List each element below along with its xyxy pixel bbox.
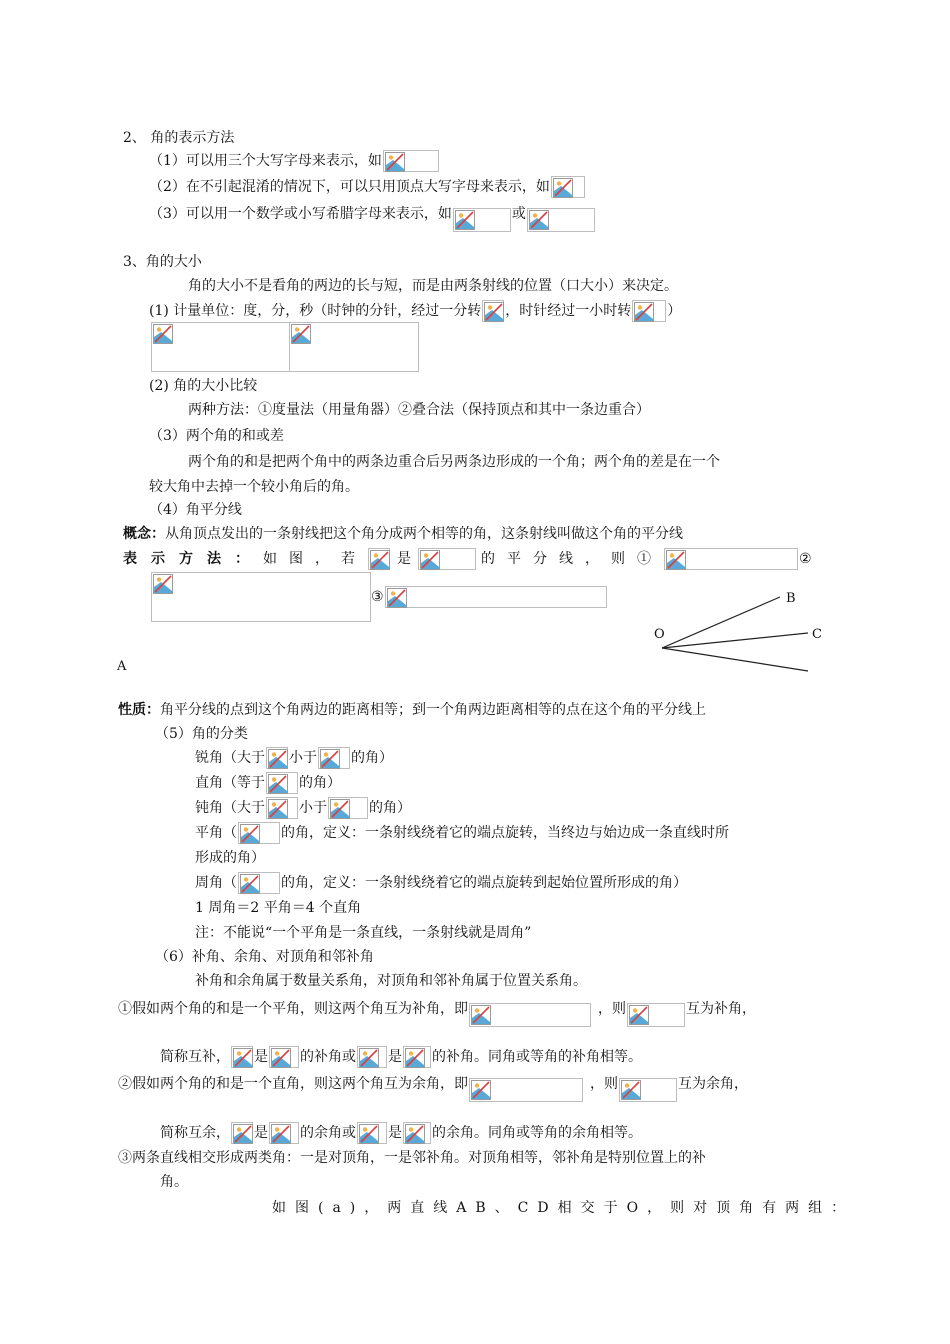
vertical-angle-line-2: 角。 [160,1174,188,1190]
formula-image-icon [318,747,350,769]
formula-image-icon [469,1003,591,1027]
acute-line [195,747,393,767]
method-text-d: ② [799,551,812,567]
formula-image-icon [403,1046,431,1068]
supp-h: 的补角。同角或等角的补角相等。 [432,1049,642,1065]
formula-image-icon [266,747,288,769]
s2-line-2 [149,176,586,196]
property-label: 性质： [118,702,160,718]
vertical-angle-line-3: 如图(a)，两直线AB、CD相交于O，则对顶角有两组： [272,1200,855,1216]
formula-image-icon [527,208,595,232]
obtuse-c: 的角） [369,800,411,816]
property-line [118,700,706,720]
s2-line-1-text: （1）可以用三个大写字母来表示，如 [149,153,382,169]
supp-a: ①假如两个角的和是一个平角，则这两个角互为补角，即 [118,1001,468,1017]
right-line [195,772,341,792]
comp-f: 的余角或 [300,1125,356,1141]
property-text: 角平分线的点到这个角两边的距离相等；到一个角两边距离相等的点在这个角的平分线上 [160,702,706,718]
formula-image-icon [383,150,439,172]
formula-image-icon [632,300,666,322]
angle-equation: 1 周角＝2 平角＝4 个直角 [195,900,362,916]
concept-line [123,524,683,544]
formula-image-icon [231,1046,253,1068]
label-o: O [654,627,665,642]
formula-image-icon [627,1003,685,1027]
s3-unit-line [149,300,681,320]
method-line-3 [371,586,608,606]
supp-b: ，则 [598,1001,626,1017]
s3-intro: 角的大小不是看角的两边的长与短，而是由两条射线的位置（口大小）来决定。 [188,278,678,294]
formula-image-icon [453,208,511,232]
comp-d: 简称互余， [160,1125,230,1141]
complement-line [118,1072,748,1092]
s3-sum-text-1: 两个角的和是把两个角中的两条边重合后另两条边形成的一个角；两个角的差是在一个 [188,454,720,470]
formula-image-icon [403,1122,431,1144]
round-a: 周角（ [195,875,237,891]
method-line [123,548,812,568]
s2-line-3 [149,202,596,222]
supp-g: 是 [388,1049,402,1065]
obtuse-a: 钝角（大于 [195,800,265,816]
angle-note: 注：不能说“一个平角是一条直线，一条射线就是周角” [195,925,532,941]
unit-text-a: (1) 计量单位：度，分，秒（时钟的分针，经过一分转 [149,303,482,319]
straight-a: 平角（ [195,825,237,841]
supplement-line-2 [160,1046,642,1066]
acute-c: 的角） [351,750,393,766]
method-text-b: 是 [397,551,411,567]
formula-image-icon [619,1078,677,1102]
s6-intro: 补角和余角属于数量关系角，对顶角和邻补角属于位置关系角。 [195,973,587,989]
formula-image-icon [469,1078,583,1102]
vertical-angle-line: ③两条直线相交形成两类角：一是对顶角，一是邻补角。对顶角相等，邻补角是特别位置上的补 [118,1150,706,1166]
unit-text-c: ） [667,303,682,319]
supplement-line [118,997,756,1017]
obtuse-b: 小于 [299,800,327,816]
section-2-title: 2、 角的表示方法 [123,130,235,146]
formula-image-icon [385,586,607,608]
acute-a: 锐角（大于 [195,750,265,766]
formula-image-icon [238,822,280,844]
comp-b: ，则 [590,1076,618,1092]
ray-oc [662,633,808,648]
section-6-title: （6）补角、余角、对顶角和邻补角 [155,949,374,965]
formula-image-icon [266,797,298,819]
section-5-title: （5）角的分类 [155,726,248,742]
unit-text-b: ，时针经过一小时转 [505,303,632,319]
straight-line [195,822,729,842]
round-b: 的角，定义：一条射线绕着它的端点旋转到起始位置所形成的角） [281,875,687,891]
label-c: C [812,627,822,642]
supp-c: 互为补角， [686,1001,756,1017]
supp-e: 是 [254,1049,268,1065]
s3-sum-title: （3）两个角的和或差 [149,428,284,444]
formula-image-icon [328,797,368,819]
complement-line-2 [160,1122,642,1142]
method-text-c: 的平分线，则① [481,551,663,567]
acute-b: 小于 [289,750,317,766]
supp-d: 简称互补， [160,1049,230,1065]
formula-image-icon [368,548,390,570]
formula-image-icon [551,176,585,198]
method-text-e: ③ [371,589,384,605]
formula-image-icon [357,1046,387,1068]
formula-image-icon [289,322,419,372]
s2-line-1 [149,150,440,170]
concept-text: 从角顶点发出的一条射线把这个角分成两个相等的角，这条射线叫做这个角的平分线 [165,526,683,542]
s3-bisector-title: （4）角平分线 [149,502,242,518]
comp-e: 是 [254,1125,268,1141]
method-label: 表示方法： [123,551,263,567]
formula-image-icon [151,322,291,372]
s3-compare-title: (2) 角的大小比较 [149,378,258,394]
section-3-title: 3、角的大小 [123,254,202,270]
formula-image-icon [151,572,371,622]
formula-image-icon [269,1122,299,1144]
right-a: 直角（等于 [195,775,265,791]
right-b: 的角） [299,775,341,791]
formula-image-icon [664,548,798,570]
ray-ob [662,597,780,648]
s3-compare-methods: 两种方法：①度量法（用量角器）②叠合法（保持顶点和其中一条边重合） [188,402,650,418]
label-a: A [117,659,127,674]
comp-c: 互为余角， [678,1076,748,1092]
formula-image-icon [231,1122,253,1144]
s3-sum-text-2: 较大角中去掉一个较小角后的角。 [149,479,359,495]
concept-label: 概念： [123,526,165,542]
supp-f: 的补角或 [300,1049,356,1065]
formula-image-icon [482,300,504,322]
formula-image-icon [357,1122,387,1144]
comp-a: ②假如两个角的和是一个直角，则这两个角互为余角，即 [118,1076,468,1092]
obtuse-line [195,797,411,817]
comp-h: 的余角。同角或等角的余角相等。 [432,1125,642,1141]
straight-b: 的角，定义：一条射线绕着它的端点旋转，当终边与始边成一条直线时所 [281,825,729,841]
label-b: B [786,591,796,606]
or-text: 或 [511,206,526,222]
straight-line-2: 形成的角） [195,850,265,866]
formula-image-icon [269,1046,299,1068]
formula-image-icon [238,872,280,894]
ray-oa [662,648,808,671]
s2-line-3-text: （3）可以用一个数学或小写希腊字母来表示，如 [149,206,452,222]
round-line [195,872,687,892]
formula-image-icon [418,548,476,570]
comp-g: 是 [388,1125,402,1141]
formula-image-icon [266,772,298,794]
angle-figure [640,585,840,685]
s2-line-2-text: （2）在不引起混淆的情况下，可以只用顶点大写字母来表示，如 [149,179,550,195]
method-text-a: 如图，若 [263,551,367,567]
